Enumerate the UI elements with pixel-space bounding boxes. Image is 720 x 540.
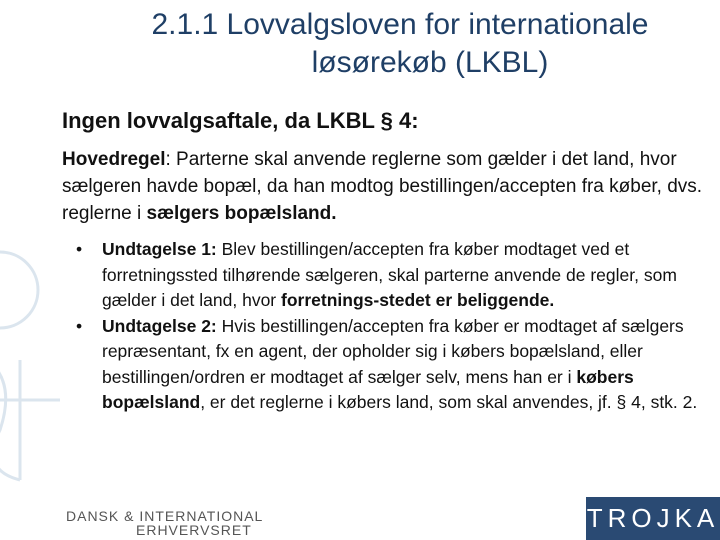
exception-1-label: Undtagelse 1: xyxy=(102,239,217,259)
exception-2-text-before: Hvis bestillingen/accepten fra køber er modtaget af sælgers repræsentant, fx en agent, der opholder sig i købers bopælsland, eller bestillingen/ordren er modtaget af sælger selv, mens han er i xyxy=(102,315,684,387)
footer-logo-line-1: DANSK & INTERNATIONAL xyxy=(66,508,264,524)
slide-body xyxy=(62,108,714,416)
list-item xyxy=(62,237,714,314)
exception-1-emphasis: forretnings-stedet er beliggende. xyxy=(281,290,555,310)
main-rule-text: : Parterne skal anvende reglerne som gælder i det land, hvor sælgeren havde bopæl, da han modtog bestillingen/accepten fra køber, dvs. reglerne i xyxy=(62,149,703,224)
bullet-dot: • xyxy=(76,315,83,336)
exception-1-text: Blev bestillingen/accepten fra køber modtaget ved et forretningssted tilhørende sælgeren, skal parterne anvende de regler, som gælder i det land, hvor xyxy=(102,239,677,310)
exception-2-emphasis: købers bopælsland xyxy=(102,366,634,412)
bullet-dot: • xyxy=(76,239,83,259)
main-rule-emphasis: sælgers bopælsland. xyxy=(146,203,337,224)
footer-logo-line-2: ERHVERVSRET xyxy=(136,522,252,538)
title-line-1: 2.1.1 Lovvalgsloven for internationale xyxy=(151,8,649,41)
footer-logo xyxy=(66,509,263,537)
exception-list xyxy=(62,237,714,416)
main-rule-label: Hovedregel xyxy=(62,149,166,170)
main-rule-paragraph xyxy=(62,146,714,227)
slide-title xyxy=(40,6,720,82)
section-heading: Ingen lovvalgsaftale, da LKBL § 4: xyxy=(62,108,419,133)
brand-logo: TROJKA xyxy=(586,497,720,540)
exception-2-label: Undtagelse 2: xyxy=(102,315,217,336)
exception-2-text-after: , er det reglerne i købers land, som skal anvendes, jf. § 4, stk. 2. xyxy=(200,392,698,412)
list-item xyxy=(62,314,714,416)
title-line-2: løsørekøb (LKBL) xyxy=(311,46,549,79)
